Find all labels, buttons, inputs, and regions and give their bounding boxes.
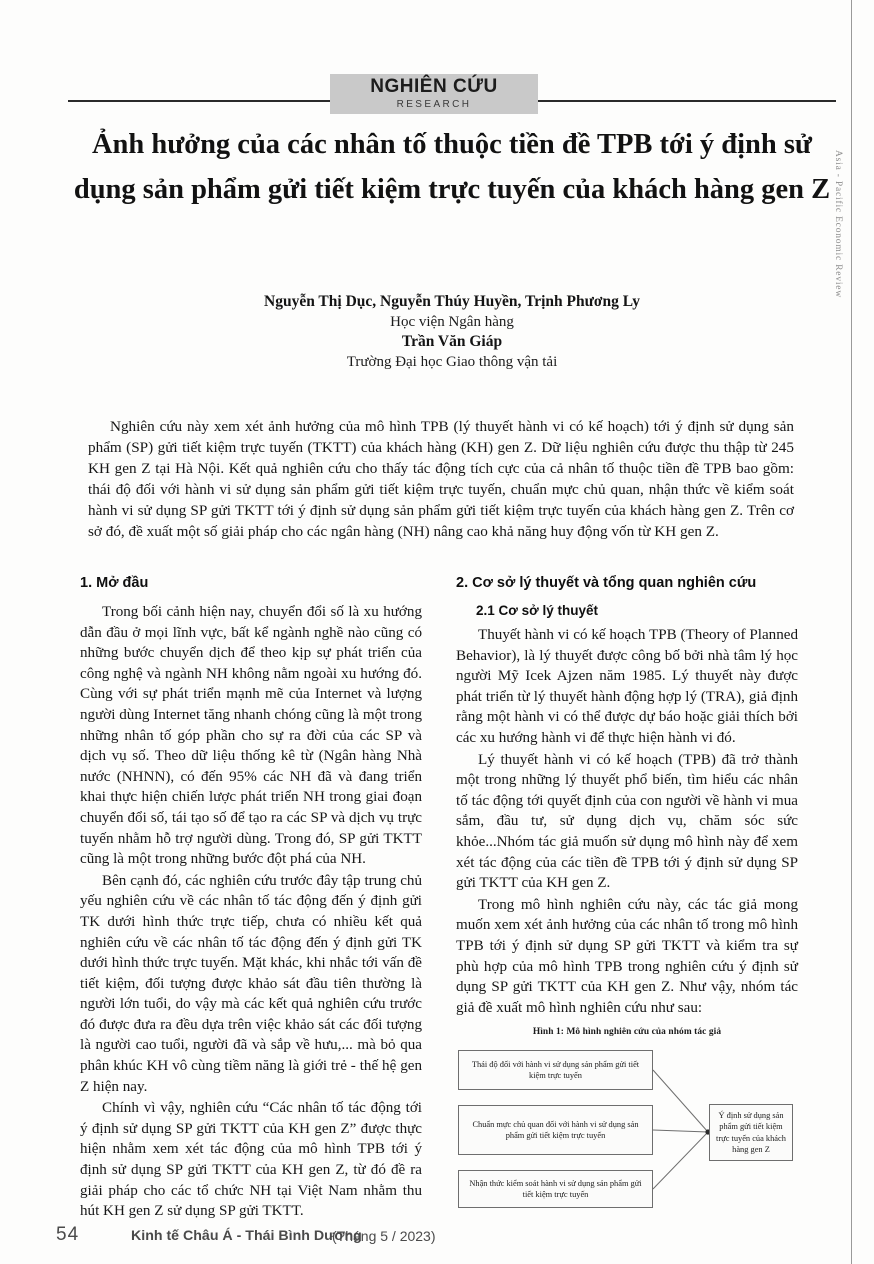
author-names-secondary: Trần Văn Giáp <box>401 333 503 350</box>
author-affiliation-secondary: Trường Đại học Giao thông vận tải <box>346 354 558 370</box>
figure-node-subjective-norm: Chuẩn mực chủ quan đối với hành vi sử dụng sản phẩm gửi tiết kiệm trực tuyến <box>458 1105 653 1155</box>
body-paragraph: Bên cạnh đó, các nghiên cứu trước đây tập trung chủ yếu nghiên cứu về các nhân tố tác động đến ý định gửi TK dưới hình thức trực tiếp, chưa có nhiều kết quả nghiên cứu về các nhân tố tác động đến ý định gửi TK dưới hình thức trực tuyến. Mặt khác, khi nhắc tới vấn đề tiết kiệm, đối tượng được khảo sát đầu tiên thường là người lớn tuổi, do vậy mà các kết quả nghiên cứu trước đó được đưa ra đều dựa trên việc khảo sát các đối tượng là người cao tuổi, người đã và sắp về hưu,... mà bỏ qua phân khúc KH vô cùng tiềm năng là giới trẻ - thế hệ gen Z hiện nay. <box>80 872 422 1095</box>
body-paragraph: Chính vì vậy, nghiên cứu “Các nhân tố tác động tới ý định sử dụng SP gửi TKTT của KH gen Z” được thực hiện nhằm xem xét tác động của mô hình TPB tới ý định sử dụng SP gửi TKTT của KH gen Z, từ đó đề ra giải pháp cho các tổ chức NH tại Việt Nam nhằm thu hút KH gen Z sử dụng SP gửi TKTT. <box>80 1100 422 1220</box>
section-label-en: RESEARCH <box>396 99 472 110</box>
body-paragraph: Lý thuyết hành vi có kế hoạch (TPB) đã trở thành một trong những lý thuyết phổ biến, tìm hiểu các nhân tố tác động tới quyết định của con người về hành vi mua sắm, đầu tư, sử dụng dịch vụ, chăm sóc sức khỏe...Nhóm tác giả muốn sử dụng mô hình này để xem xét tác động của các tiền đề TPB tới ý định sử dụng SP gửi TKTT của KH gen Z. <box>456 751 798 892</box>
article-title: Ảnh hưởng của các nhân tố thuộc tiền đề TPB tới ý định sử dụng sản phẩm gửi tiết kiệm trực tuyến của khách hàng gen Z <box>73 129 831 205</box>
journal-spine-text: Asia - Pacific Economic Review <box>833 150 843 298</box>
author-names-primary: Nguyễn Thị Dục, Nguyễn Thúy Huyền, Trịnh Phương Ly <box>264 293 640 310</box>
research-model-figure <box>456 1027 798 1212</box>
section-heading-2: 2. Cơ sở lý thuyết và tổng quan nghiên cứu <box>456 575 757 591</box>
body-paragraph: Thuyết hành vi có kế hoạch TPB (Theory of Planned Behavior), là lý thuyết được công bố bởi nhà tâm lý học người Mỹ Icek Ajzen năm 1985. Lý thuyết này được phát triển từ lý thuyết hành động hợp lý (TRA), giả định rằng một hành vi có thể được dự báo hoặc giải thích bởi các xu hướng hành vi để thực hiện hành vi đó. <box>456 627 798 746</box>
figure-node-attitude: Thái độ đối với hành vi sử dụng sản phẩm gửi tiết kiệm trực tuyến <box>458 1050 653 1090</box>
column-right <box>456 574 798 1212</box>
section-heading-1: 1. Mở đầu <box>80 575 149 591</box>
author-block <box>70 292 834 372</box>
section-label-vi: NGHIÊN CỨU <box>370 76 498 97</box>
figure-caption: Hình 1: Mô hình nghiên cứu của nhóm tác giả <box>532 1027 722 1038</box>
page-right-rule <box>851 0 852 1264</box>
author-affiliation-primary: Học viện Ngân hàng <box>390 314 514 330</box>
page-number: 54 <box>56 1224 80 1245</box>
page-footer <box>0 1218 874 1258</box>
figure-node-perceived-control: Nhận thức kiểm soát hành vi sử dụng sản phẩm gửi tiết kiệm trực tuyến <box>458 1170 653 1208</box>
abstract-text: Nghiên cứu này xem xét ảnh hưởng của mô hình TPB (lý thuyết hành vi có kế hoạch) tới ý định sử dụng sản phẩm (SP) gửi tiết kiệm trực tuyến (TKTT) của khách hàng (KH) gen Z. Dữ liệu nghiên cứu được thu thập từ 245 KH gen Z tại Hà Nội. Kết quả nghiên cứu cho thấy tác động tích cực của cả nhân tố thuộc tiền đề TPB bao gồm: thái độ đối với hành vi sử dụng sản phẩm gửi tiết kiệm trực tuyến, chuẩn mực chủ quan, nhận thức về kiểm soát hành vi sử dụng SP gửi TKTT tới ý định sử dụng sản phẩm gửi tiết kiệm trực tuyến của khách hàng gen Z. Trên cơ sở đó, đề xuất một số giải pháp cho các ngân hàng (NH) nâng cao khả năng huy động vốn từ KH gen Z. <box>88 418 794 541</box>
section-badge <box>330 74 538 114</box>
body-paragraph: Trong mô hình nghiên cứu này, các tác giả mong muốn xem xét ảnh hưởng của các nhân tố trong mô hình TPB tới ý định sử dụng SP gửi TKTT và kiểm tra sự phù hợp của mô hình TPB trong nghiên cứu ý định sử dụng SP gửi TKTT của KH gen Z. Như vậy, nhóm tác giả đề xuất mô hình nghiên cứu như sau: <box>456 896 798 1016</box>
footer-journal-name: Kinh tế Châu Á - Thái Bình Dương <box>131 1228 362 1244</box>
subsection-heading-2-1: 2.1 Cơ sở lý thuyết <box>476 603 598 618</box>
footer-issue: (Tháng 5 / 2023) <box>332 1228 436 1244</box>
figure-canvas <box>456 1042 798 1212</box>
body-paragraph: Trong bối cảnh hiện nay, chuyển đổi số là xu hướng dẫn đầu ở mọi lĩnh vực, bất kể ngành nghề nào cũng có những bước chuyển dịch để theo kịp sự phát triển của công nghệ và ngành NH không nằm ngoài xu hướng đó. Cùng với sự phát triển mạnh mẽ của Internet và lượng người dùng Internet tăng nhanh chóng cũng là một trong những nhân tố góp phần cho sự ra đời của các SP và dịch vụ số. Theo dữ liệu thống kê từ (Ngân hàng Nhà nước (NHNN), có đến 95% các NH đã và đang triển khai thực hiện chiến lược phát triển NH trong giai đoạn chuyển đổi số, tái tạo số để tạo ra các SP và dịch vụ trực tuyến nhằm hỗ trợ người dùng. Trong đó, SP gửi TKTT cũng là một trong những bước đột phá của NH. <box>80 604 422 868</box>
figure-node-intention: Ý định sử dụng sản phẩm gửi tiết kiệm trực tuyến của khách hàng gen Z <box>709 1104 793 1161</box>
masthead <box>68 74 836 114</box>
column-left <box>80 574 422 1223</box>
